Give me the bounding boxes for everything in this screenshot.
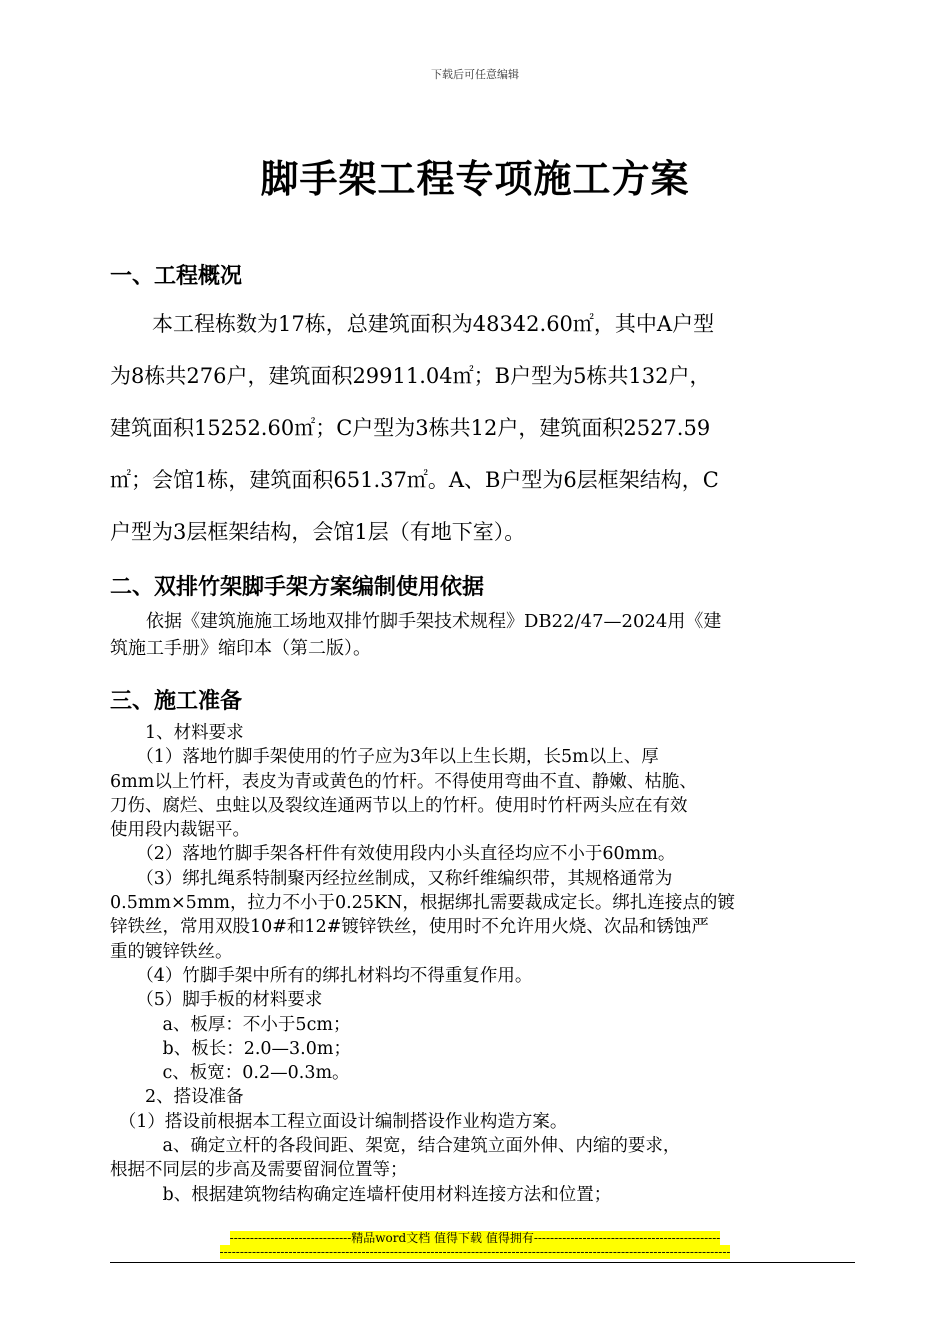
section-2-body xyxy=(110,608,850,662)
paragraph-line: b、根据建筑物结构确定连墙杆使用材料连接方法和位置； xyxy=(110,1184,612,1205)
paragraph-line: 本工程栋数为17栋，总建筑面积为48342.60㎡，其中A户型 xyxy=(110,312,715,336)
paragraph-line: 2、搭设准备 xyxy=(110,1087,244,1108)
paragraph-line: ㎡；会馆1栋，建筑面积651.37㎡。A、B户型为6层框架结构，C xyxy=(110,468,719,492)
footer-highlight: ------------------------------精品word文档 值得下载 值得拥有---------------------------------------------- xyxy=(229,1231,721,1245)
paragraph-line: a、确定立杆的各段间距、架宽，结合建筑立面外伸、内缩的要求， xyxy=(110,1136,681,1157)
section-3-heading: 三、施工准备 xyxy=(110,689,243,714)
footer-highlight: ------------------------------------------------------------------------------------------------------------------------------ xyxy=(219,1245,731,1259)
paragraph-line: 0.5mm×5mm，拉力不小于0.25KN，根据绑扎需要裁成定长。绑扎连接点的镀 xyxy=(110,893,735,914)
paragraph-line: 使用段内裁锯平。 xyxy=(110,820,250,841)
paragraph-line: a、板厚：不小于5cm； xyxy=(110,1014,351,1035)
paragraph-line: 刀伤、腐烂、虫蛀以及裂纹连通两节以上的竹杆。使用时竹杆两头应在有效 xyxy=(110,795,688,816)
paragraph-line: c、板宽：0.2—0.3m。 xyxy=(110,1063,350,1084)
paragraph-line: （3）绑扎绳系特制聚丙经拉丝制成，又称纤维编织带，其规格通常为 xyxy=(110,868,673,889)
footer-divider xyxy=(110,1262,855,1263)
section-1-heading: 一、工程概况 xyxy=(110,264,243,289)
paragraph-line: （1）搭设前根据本工程立面设计编制搭设作业构造方案。 xyxy=(110,1111,568,1132)
paragraph-line: 筑施工手册》缩印本（第二版）。 xyxy=(110,638,371,659)
paragraph-line: 依据《建筑施施工场地双排竹脚手架技术规程》DB22/47—2024用《建 xyxy=(110,611,722,632)
paragraph-line: 为8栋共276户，建筑面积29911.04㎡；B户型为5栋共132户， xyxy=(110,364,711,388)
paragraph-line: 重的镀锌铁丝。 xyxy=(110,941,233,962)
paragraph-line: （5）脚手板的材料要求 xyxy=(110,990,323,1011)
paragraph-line: （4）竹脚手架中所有的绑扎材料均不得重复作用。 xyxy=(110,965,533,986)
paragraph-line: （1）落地竹脚手架使用的竹子应为3年以上生长期，长5m以上、厚 xyxy=(110,747,659,768)
paragraph-line: b、板长：2.0—3.0m； xyxy=(110,1038,351,1059)
paragraph-line: 建筑面积15252.60㎡；C户型为3栋共12户，建筑面积2527.59 xyxy=(110,416,711,440)
document-title: 脚手架工程专项施工方案 xyxy=(260,157,690,201)
paragraph-line: 6mm以上竹杆，表皮为青或黄色的竹杆。不得使用弯曲不直、静嫩、枯脆、 xyxy=(110,771,697,792)
footer-banner-line-2 xyxy=(0,1245,950,1259)
paragraph-line: 根据不同层的步高及需要留洞位置等； xyxy=(110,1160,408,1181)
section-3-body xyxy=(110,721,850,1207)
paragraph-line: 1、材料要求 xyxy=(110,723,244,743)
section-1-body xyxy=(110,298,850,558)
paragraph-line: 户型为3层框架结构，会馆1层（有地下室）。 xyxy=(110,520,526,544)
section-2-heading: 二、双排竹架脚手架方案编制使用依据 xyxy=(110,575,485,600)
paragraph-line: （2）落地竹脚手架各杆件有效使用段内小头直径均应不小于60mm。 xyxy=(110,844,676,865)
paragraph-line: 锌铁丝，常用双股10#和12#镀锌铁丝，使用时不允许用火烧、次品和锈蚀严 xyxy=(110,917,709,938)
footer-banner-line-1 xyxy=(0,1229,950,1246)
header-note: 下载后可任意编辑 xyxy=(431,68,519,81)
